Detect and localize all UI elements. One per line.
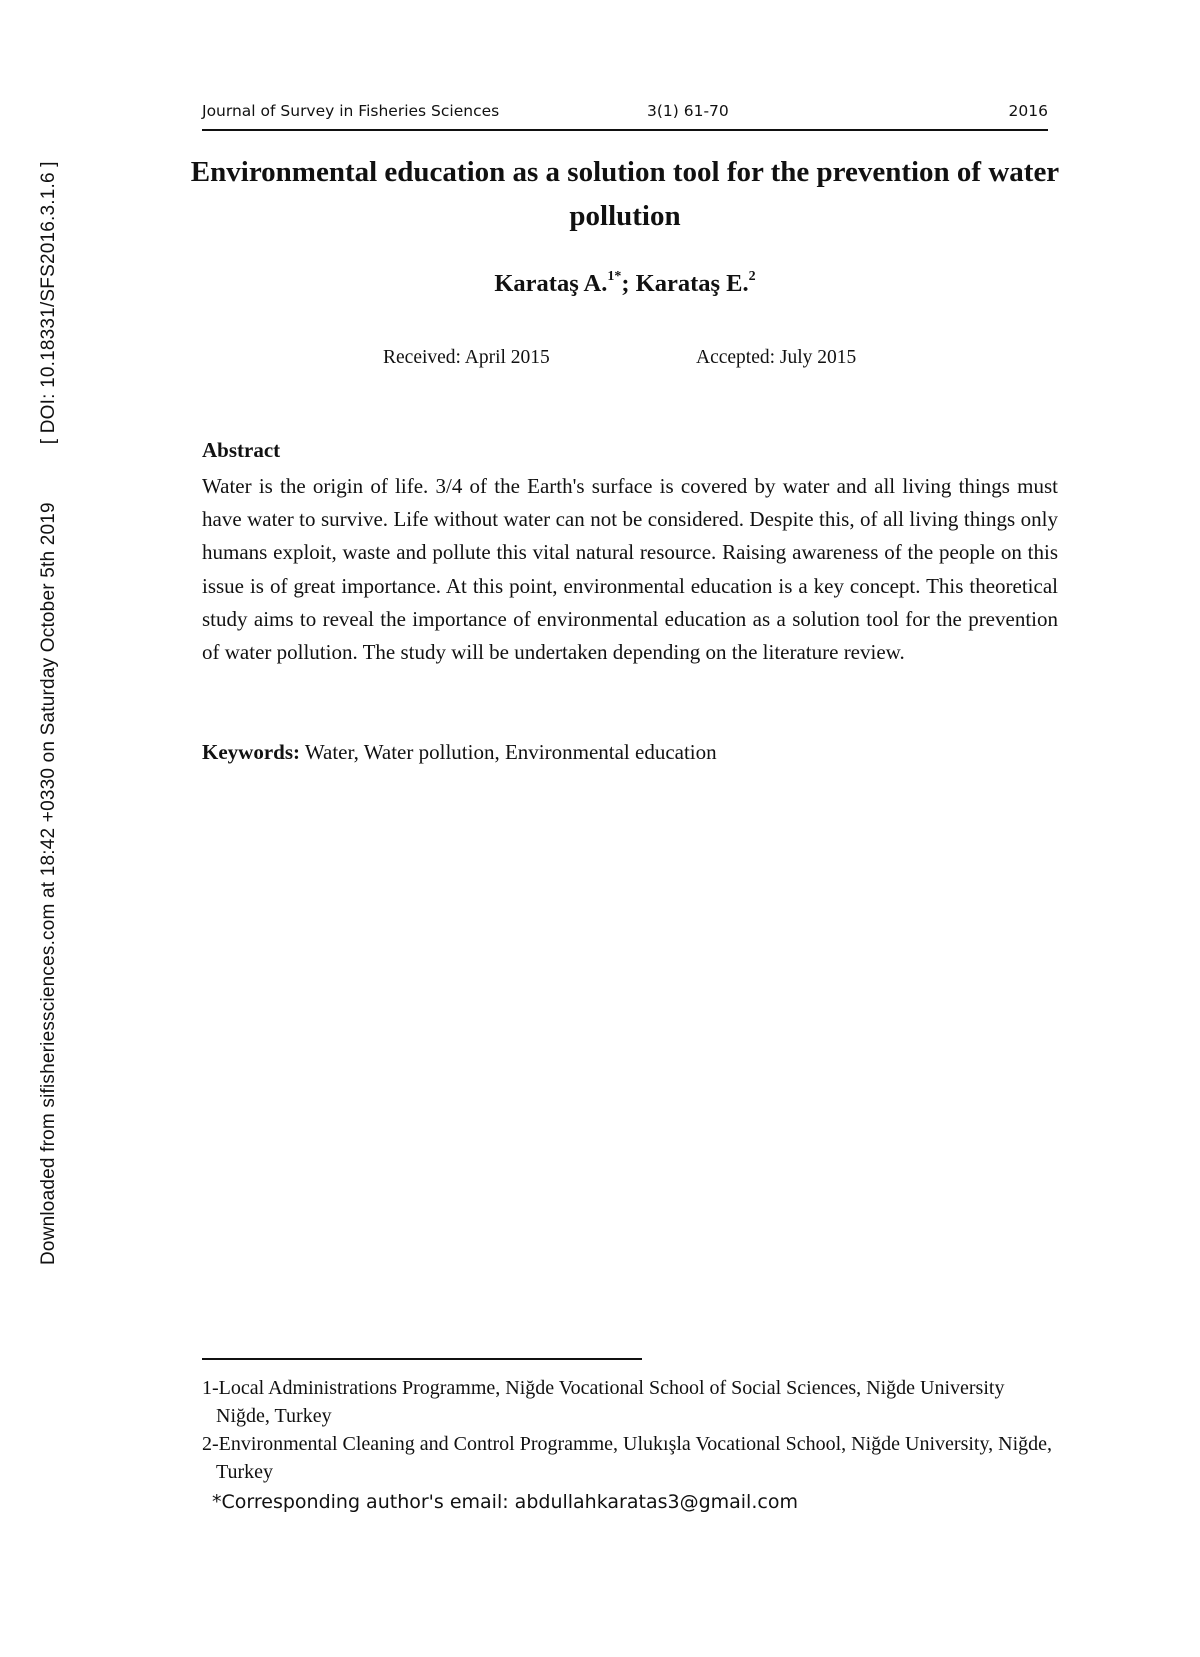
corresponding-email: *Corresponding author's email: abdullahkaratas3@gmail.com — [212, 1491, 798, 1513]
author-line — [190, 270, 1060, 298]
journal-name: Journal of Survey in Fisheries Sciences — [202, 102, 500, 120]
doi-label: [ DOI: 10.18331/SFS2016.3.1.6 ] — [38, 161, 59, 445]
footnotes — [202, 1374, 1062, 1516]
keywords-line — [202, 740, 717, 765]
accepted-date: Accepted: July 2015 — [696, 347, 857, 368]
abstract-body: Water is the origin of life. 3/4 of the Earth's surface is covered by water and all living things must have water to survive. Life without water can not be considered. Despite this, of all living things only humans exploit, waste and pollute this vital natural resource. Raising awareness of the people on this issue is of great importance. At this point, environmental education is a key concept. This theoretical study aims to reveal the importance of environmental education as a solution tool for the prevention of water pollution. The study will be undertaken depending on the literature review. — [202, 474, 1058, 665]
running-header — [202, 100, 1048, 126]
affiliation-1: 1-Local Administrations Programme, Niğde Vocational School of Social Sciences, Niğde University Niğde, Turkey — [202, 1377, 1005, 1427]
affiliation-2: 2-Environmental Cleaning and Control Programme, Ulukışla Vocational School, Niğde University, Niğde, Turkey — [202, 1433, 1053, 1483]
author-1-name: Karataş A. — [494, 270, 608, 297]
abstract-heading: Abstract — [202, 438, 281, 462]
author-2-name: Karataş E. — [635, 270, 749, 297]
issue-pages: 3(1) 61-70 — [647, 102, 729, 120]
author-2-affiliation-mark: 2 — [748, 268, 756, 284]
author-1-affiliation-mark: 1* — [607, 268, 622, 284]
article-title: Environmental education as a solution tool for the prevention of water pollution — [190, 156, 1060, 232]
download-note: Downloaded from sifisheriessciences.com at 18:42 +0330 on Saturday October 5th 2019 — [38, 502, 59, 1265]
keywords-label: Keywords: — [202, 740, 300, 764]
footnote-divider — [202, 1358, 642, 1360]
keywords-list: Water, Water pollution, Environmental education — [304, 740, 717, 764]
header-divider — [202, 129, 1048, 131]
received-date: Received: April 2015 — [383, 347, 550, 368]
publication-year: 2016 — [1008, 102, 1048, 120]
author-separator: ; — [621, 270, 630, 297]
download-stamp — [38, 161, 60, 1265]
